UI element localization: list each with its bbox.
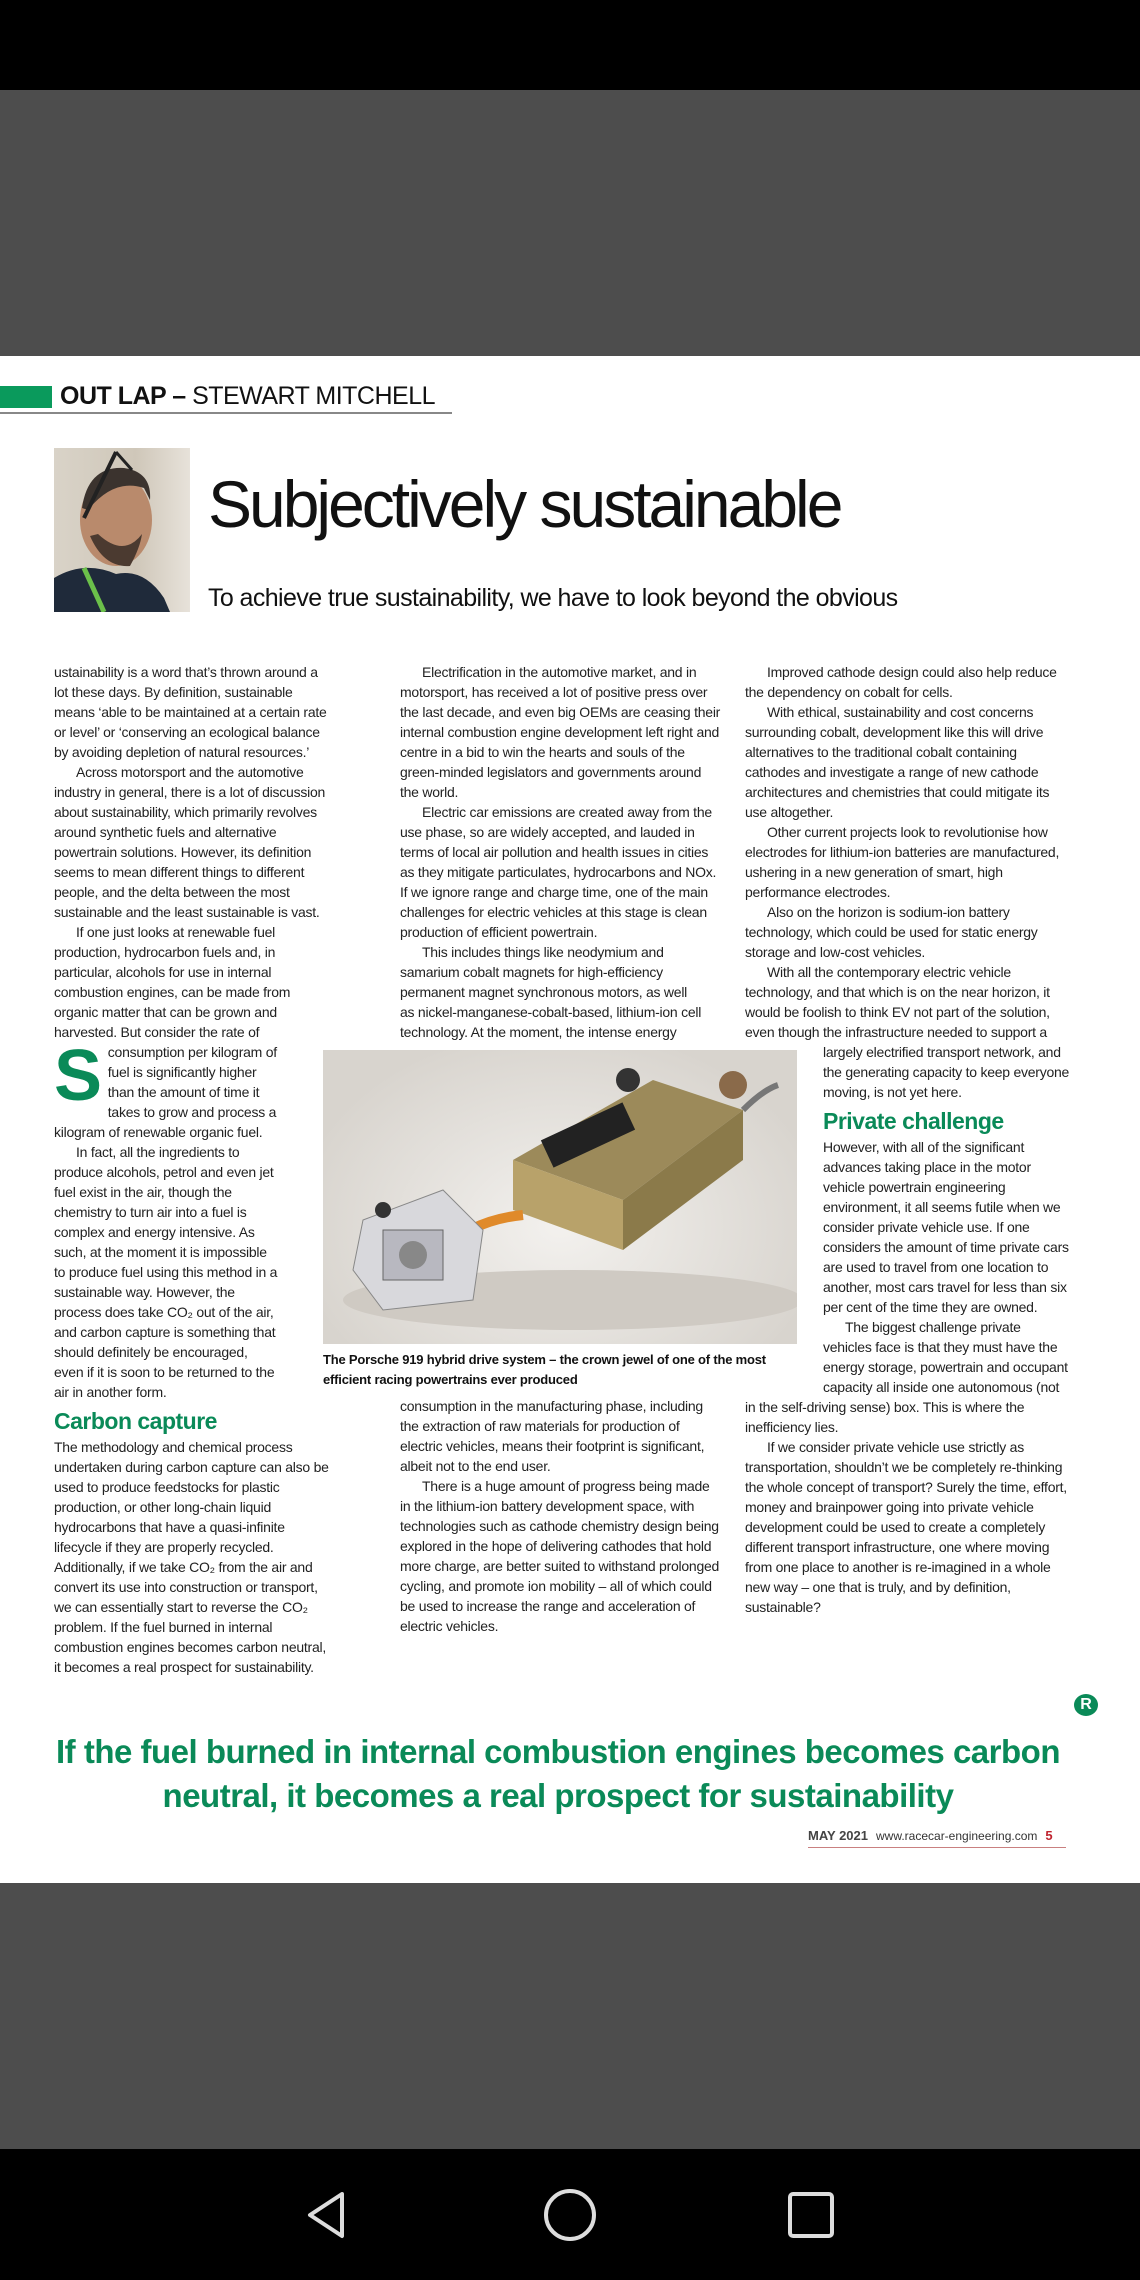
navigation-bar [0, 2149, 1140, 2280]
column-1 [54, 662, 334, 1677]
magazine-page[interactable] [0, 356, 1140, 1883]
photo-caption: The Porsche 919 hybrid drive system – the crown jewel of one of the most efficient racing powertrains ever produced [323, 1352, 766, 1387]
paragraph: With ethical, sustainability and cost concerns surrounding cobalt, development like this will drive alternatives to the traditional cobalt containing cathodes and investigate a range of new cathode architectures and chemistries that could mitigate its use altogether. [745, 704, 1050, 820]
subheading-private-challenge: Private challenge [823, 1108, 1004, 1134]
page-footer [808, 1828, 1066, 1848]
home-circle-icon [542, 2187, 598, 2243]
issue-date: MAY 2021 [808, 1828, 868, 1843]
page-number: 5 [1045, 1828, 1053, 1843]
powertrain-photo [323, 1050, 797, 1344]
paragraph: Electrification in the automotive market, and in motorsport, has received a lot of positive press over the last decade, and even big OEMs are ceasing their internal combustion engine development left right and centre in a bid to win the hearts and souls of the green-minded legislators and governments around the world. [400, 664, 721, 800]
author-name: STEWART MITCHELL [192, 382, 436, 410]
drop-cap: S [54, 1036, 102, 1116]
article-title: Subjectively sustainable [208, 467, 841, 541]
paragraph-text: ustainability is a word that’s thrown around a lot these days. By definition, sustainable means ‘able to be maintained at a certain rate or level’ or ‘conserving an ecological balance by avoiding depletion of natural resources.’ [54, 664, 327, 760]
recents-square-icon [786, 2190, 836, 2240]
website-link[interactable]: www.racecar-engineering.com [876, 1829, 1038, 1843]
paragraph: With all the contemporary electric vehicle technology, and that which is on the near horizon, it would be foolish to think EV not part of the solution, even though the infrastructure needed to support a largely electrified transport network, and the generating capacity to keep everyone moving, is not yet here. [745, 964, 1070, 1100]
paragraph: If we consider private vehicle use strictly as transportation, shouldn’t we be completely re-thinking the whole concept of transport? Surely the time, effort, money and brainpower going into private vehicle development could be used to create a completely different transport infrastructure, one where moving from one place to another is re-imagined in a whole new way – one that is truly, and by definition, sustainable? [745, 1439, 1067, 1615]
author-photo [54, 448, 190, 612]
paragraph: The biggest challenge private vehicles face is that they must have the energy storage, powertrain and occupant capacity all inside one autonomous (not in the self-driving sense) box. This is where the inefficiency lies. [745, 1319, 1068, 1435]
home-button[interactable] [540, 2189, 600, 2241]
article-subtitle: To achieve true sustainability, we have to look beyond the obvious [208, 584, 898, 612]
back-button[interactable] [297, 2189, 357, 2241]
paragraph: Also on the horizon is sodium-ion battery technology, which could be used for static energy storage and low-cost vehicles. [745, 904, 1038, 960]
paragraph: There is a huge amount of progress being made in the lithium-ion battery development space, with technologies such as cathode chemistry design being explored in the hope of delivering cathodes that hold more charge, are better suited to withstand prolonged cycling, and promote ion mobility – all of which could be used to increase the range and acceleration of electric vehicles. [400, 1478, 720, 1634]
header-rule [0, 412, 452, 414]
paragraph: Electric car emissions are created away from the use phase, so are widely accepted, and lauded in terms of local air pollution and health issues in cities as they mitigate particulates, hydrocarbons and NOx. If we ignore range and charge time, one of the main challenges for electric vehicles at this stage is clean production of efficient powertrain. [400, 804, 717, 940]
pull-quote: If the fuel burned in internal combustion engines becomes carbon neutral, it becomes a real prospect for sustainability [56, 1733, 1060, 1814]
paragraph: Across motorsport and the automotive industry in general, there is a lot of discussion about sustainability, which primarily revolves around synthetic fuels and alternative powertrain solutions. However, its definition seems to mean different things to different people, and the delta between the most sustainable and the least sustainable is vast. [54, 764, 326, 920]
paragraph: Other current projects look to revolutionise how electrodes for lithium-ion batteries are manufactured, ushering in a new generation of smart, high performance electrodes. [745, 824, 1060, 900]
section-name: OUT LAP [60, 382, 166, 410]
back-triangle-icon [302, 2190, 352, 2240]
subheading-carbon-capture: Carbon capture [54, 1408, 217, 1434]
section-dash: – [165, 382, 193, 410]
section-tab-marker [0, 386, 52, 408]
section-header [60, 382, 435, 411]
end-of-article-logo: R [1074, 1694, 1098, 1716]
paragraph: The methodology and chemical process undertaken during carbon capture can also be used to produce feedstocks for plastic production, or other long-chain liquid hydrocarbons that have a quasi-infinite lifecycle if they are properly recycled. Additionally, if we take CO₂ from the air and convert its use into construction or transport, we can essentially start to reverse the CO₂ problem. If the fuel burned in internal combustion engines becomes carbon neutral, it becomes a real prospect for sustainability. [54, 1439, 329, 1675]
paragraph: However, with all of the significant advances taking place in the motor vehicle powertrain engineering environment, it all seems futile when we consider private vehicle use. If one considers the amount of time private cars are used to travel from one location to another, most cars travel for less than six per cent of the time they are owned. [823, 1139, 1069, 1315]
status-bar [0, 0, 1140, 90]
paragraph: If one just looks at renewable fuel production, hydrocarbon fuels and, in particular, alcohols for use in internal combustion engines, can be made from organic matter that can be grown and harvested. But consider the rate of consumption per kilogram of fuel is significantly higher than the amount of time it takes to grow and process a kilogram of renewable organic fuel. [54, 924, 291, 1140]
paragraph: as nickel-manganese-cobalt-based, lithium-ion cell technology. At the moment, the intense energy consumption in the manufacturing phase, including the extraction of raw materials for production of electric vehicles, means their footprint is significant, albeit not to the end user. [400, 1004, 705, 1474]
paragraph: Improved cathode design could also help reduce the dependency on cobalt for cells. [745, 664, 1057, 700]
paragraph: This includes things like neodymium and samarium cobalt magnets for high-efficiency permanent magnet synchronous motors, as well [400, 944, 688, 1000]
recents-button[interactable] [781, 2189, 841, 2241]
paragraph: In fact, all the ingredients to produce alcohols, petrol and even jet fuel exist in the air, though the chemistry to turn air into a fuel is complex and energy intensive. As such, at the moment it is impossible to produce fuel using this method in a sustainable way. However, the process does take CO₂ out of the air, and carbon capture is something that should definitely be encouraged, even if it is soon to be returned to the air in another form. [54, 1144, 278, 1400]
